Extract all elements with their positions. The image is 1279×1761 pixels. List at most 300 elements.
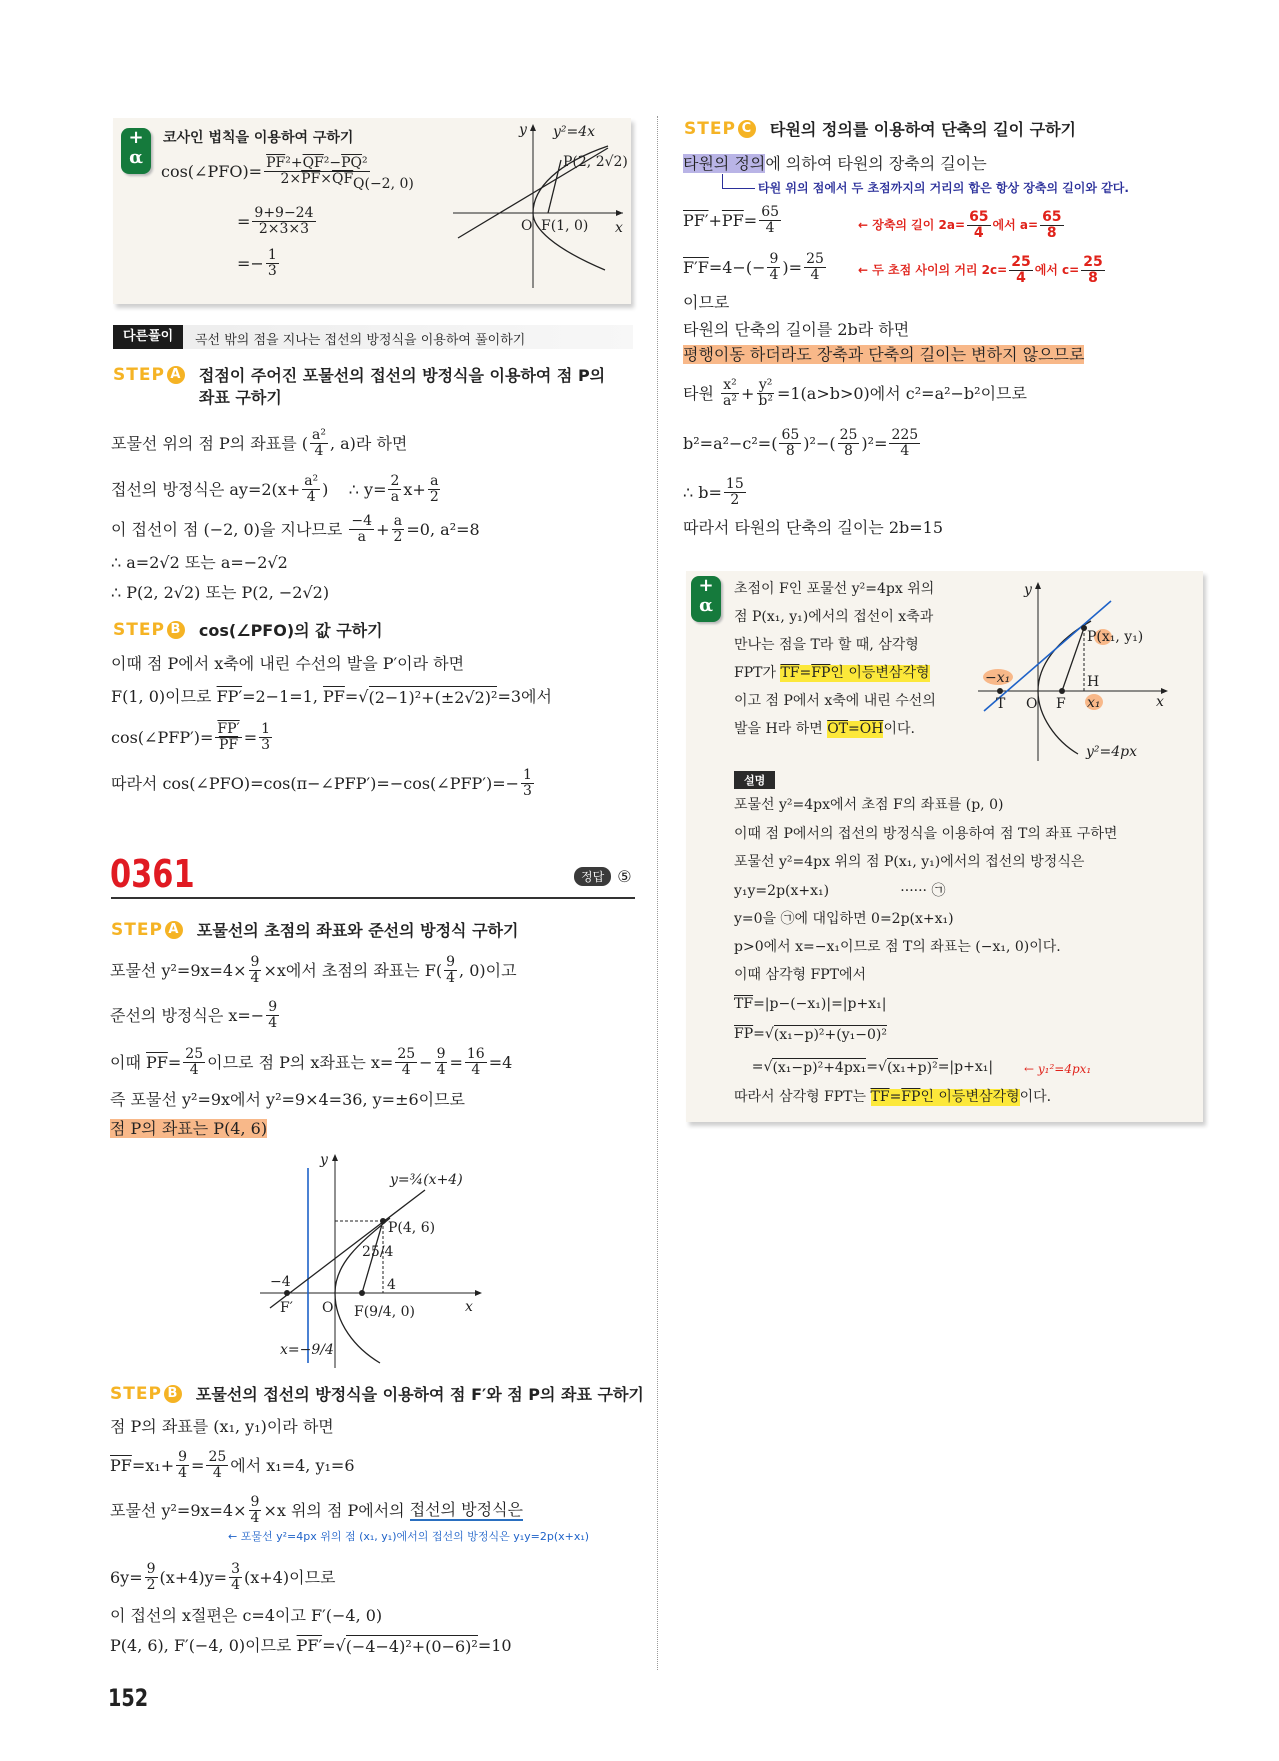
text-run: y=0을 ㉠에 대입하면 0=2p(x+x₁) <box>734 911 954 927</box>
numerator <box>759 205 781 221</box>
cosine-law-box <box>113 118 631 304</box>
denominator <box>356 530 368 545</box>
text-run: = <box>848 721 860 737</box>
math-line <box>110 1090 465 1109</box>
numerator <box>249 955 262 971</box>
text-run: 4 <box>436 1061 446 1078</box>
side-note: ← y₁²=4px₁ <box>1024 1062 1092 1076</box>
text-run: =4−(− <box>708 257 766 277</box>
t-label: T <box>996 696 1006 712</box>
numerator <box>206 1450 228 1466</box>
highlighted-text <box>871 1089 1020 1106</box>
text-run: 타원 <box>683 383 719 403</box>
text-run: 4 <box>810 266 820 283</box>
text-run: 9 <box>446 954 456 970</box>
text-run: 4 <box>900 442 910 459</box>
step-label: STEP <box>110 1384 162 1404</box>
math-line <box>110 1047 512 1077</box>
text-run: 초점이 F인 포물선 y²=4px 위의 <box>734 581 935 597</box>
text-run: ) ∴ y= <box>322 479 387 499</box>
x-axis-label: x <box>1156 694 1164 710</box>
explain-line <box>734 1089 1051 1106</box>
overline-segment: $\overline{OT}$ <box>827 721 849 737</box>
fraction <box>249 955 262 985</box>
fraction <box>444 955 457 985</box>
denominator <box>176 1466 189 1481</box>
x-axis-label: x <box>465 1299 473 1315</box>
fraction <box>756 378 775 408</box>
numerator <box>215 722 241 738</box>
text-run: b²=a²−c²=( <box>683 433 778 453</box>
denominator <box>188 1063 201 1078</box>
fraction <box>388 474 401 504</box>
ellipse-definition-note: 타원 위의 점에서 두 초점까지의 거리의 합은 항상 장축의 길이와 같다. <box>758 181 1129 195</box>
text-run: =10 <box>477 1636 512 1655</box>
text-run: 접선의 방정식은 ay=2(x+ <box>111 479 301 499</box>
text-run: 25 <box>839 427 858 443</box>
numerator <box>465 1047 487 1063</box>
fraction <box>967 210 990 240</box>
answer <box>574 867 632 886</box>
text-run: 2 <box>146 1576 156 1593</box>
step-title: 포물선의 초점의 좌표와 준선의 방정식 구하기 <box>196 921 519 940</box>
numerator <box>757 378 775 394</box>
text-run: 접선의 방정식은 <box>409 1499 523 1519</box>
numerator <box>521 768 534 784</box>
overline-segment: $\overline{PF}$ <box>721 210 744 230</box>
text-run: , a)라 하면 <box>329 433 408 453</box>
neg4-label: −4 <box>270 1274 291 1290</box>
text-run: 25 <box>1083 254 1103 270</box>
text-run: + <box>708 210 722 230</box>
text-run: 65 <box>761 204 780 220</box>
text-run: − <box>419 1052 433 1072</box>
text-run: a² <box>723 392 737 409</box>
text-run: 8 <box>1046 224 1057 241</box>
text-run: 이때 점 P에서 x축에 내린 수선의 발을 P′이라 하면 <box>111 654 465 673</box>
step-letter: B <box>167 621 185 639</box>
text-run: 따라서 cos(∠PFO)=cos(π−∠PFP′)=−cos(∠PFP′)=− <box>111 773 520 793</box>
denominator <box>756 394 775 409</box>
text-run: =√ <box>866 1059 887 1075</box>
fraction <box>183 1047 205 1077</box>
denominator <box>444 971 457 986</box>
explain-line <box>734 1025 887 1044</box>
text-run: =1(a>b>0)에서 c²=a²−b²이므로 <box>776 383 1027 403</box>
denominator <box>400 1063 413 1078</box>
text-run: 에 의하여 타원의 장축의 길이는 <box>765 154 987 173</box>
math-line <box>683 293 729 312</box>
fraction <box>252 206 315 236</box>
fraction <box>395 1047 417 1077</box>
denominator <box>229 1578 242 1593</box>
text-run: 4 <box>471 1061 481 1078</box>
problem-number: 0361 <box>110 852 195 896</box>
text-run: 4 <box>250 1509 260 1526</box>
overline-segment: FP′ <box>216 687 243 706</box>
overline-segment: F′F <box>683 257 709 277</box>
explain-line <box>734 883 945 900</box>
fraction <box>266 1000 279 1030</box>
text-run: ← 장축의 길이 2a= <box>858 217 966 232</box>
text-run: 25 <box>208 1449 227 1465</box>
fraction <box>721 378 739 408</box>
text-run: =2−1=1, <box>242 687 324 706</box>
text-run: (x+4)y= <box>159 1567 228 1587</box>
plus-alpha-icon: + α <box>691 576 721 622</box>
focal-distance-note <box>858 255 1107 285</box>
sqrt-radicand <box>774 1025 887 1044</box>
step-label: STEP <box>684 119 736 139</box>
numerator <box>349 514 374 530</box>
math-line <box>111 583 329 602</box>
text-run: , 0)이고 <box>459 960 517 980</box>
explain-line <box>734 996 886 1013</box>
text-run: (−4−4)²+(0−6)² <box>345 1637 478 1656</box>
text-run: 평행이동 하더라도 장축과 단축의 길이는 변하지 않으므로 <box>683 345 1085 364</box>
text-run: ×x 위의 점 P에서의 <box>263 1500 410 1520</box>
math-line <box>110 1417 334 1436</box>
numerator <box>310 428 328 444</box>
text-run: 이므로 점 P의 x좌표는 x= <box>207 1052 394 1072</box>
p-label: P(x₁, y₁) <box>1087 629 1144 645</box>
text-run: =|p+x₁| <box>937 1059 994 1075</box>
numerator <box>266 1000 279 1016</box>
highlighted-text <box>780 665 929 682</box>
fraction <box>349 514 374 544</box>
denominator <box>721 394 739 409</box>
text-run: 1 <box>267 247 277 263</box>
text-run: ∴ b= <box>683 482 722 502</box>
fraction <box>310 428 328 458</box>
p-label: P(2, 2√2) <box>563 154 628 170</box>
numerator <box>392 514 404 530</box>
explain-line <box>734 967 866 984</box>
highlighted-text <box>827 721 883 738</box>
x-axis-label: x <box>615 220 623 236</box>
answer-value: ⑤ <box>617 867 632 886</box>
y-axis-label: y <box>519 122 527 138</box>
text-run: 9 <box>250 954 260 970</box>
text-run: = <box>799 665 812 681</box>
answer-badge: 정답 <box>574 867 611 886</box>
text-run: (x₁−p)²+(y₁−0)² <box>773 1027 887 1043</box>
step-title: 타원의 정의를 이용하여 단축의 길이 구하기 <box>769 120 1076 139</box>
math-line <box>237 206 318 236</box>
fraction <box>266 248 279 278</box>
text-run: 4 <box>189 1061 199 1078</box>
step-letter: B <box>164 1385 182 1403</box>
text-run: 8 <box>1088 269 1098 286</box>
math-line <box>110 1119 267 1138</box>
math-line <box>111 686 552 707</box>
text-run: 이때 <box>110 1052 146 1072</box>
text-run: 9 <box>250 1494 260 1510</box>
text-run: 이고 점 P에서 x축에 내린 수선의 <box>734 693 936 709</box>
curve-label: y²=4x <box>553 124 596 140</box>
sqrt-radicand <box>346 1635 478 1656</box>
text-run: (x₁+p)² <box>886 1060 938 1076</box>
numerator <box>779 428 801 444</box>
fraction <box>724 477 746 507</box>
numerator <box>264 156 370 172</box>
text-run: 이다. <box>1019 1089 1052 1105</box>
explain-line <box>734 911 954 928</box>
text-run: 만나는 점을 T라 할 때, 삼각형 <box>734 637 919 653</box>
text-run: a² <box>312 427 326 443</box>
text-run: 발을 H라 하면 <box>734 721 828 737</box>
fraction <box>428 474 441 504</box>
numerator <box>395 1047 417 1063</box>
step-letter: A <box>165 921 183 939</box>
overline-segment: $\overline{PF}$ <box>301 170 321 187</box>
text-run: 9 <box>178 1449 188 1465</box>
text-run: (x+4)이므로 <box>244 1567 336 1587</box>
numerator <box>721 378 739 394</box>
f-label: F(1, 0) <box>541 218 589 234</box>
alt-step-b-heading <box>113 620 383 642</box>
numerator <box>967 210 990 226</box>
text-run: =3에서 <box>497 687 552 706</box>
parabola-tangent-graph <box>250 1148 510 1373</box>
overline-segment: $\overline{TF}$ <box>734 996 754 1012</box>
numerator <box>724 477 746 493</box>
text-run: 2 <box>730 491 740 508</box>
text-run: 인 이등변삼각형 <box>830 665 930 681</box>
text-run: 이때 점 P에서의 접선의 방정식을 이용하여 점 T의 좌표 구하면 <box>734 826 1118 842</box>
fraction <box>215 722 241 752</box>
denominator <box>389 490 401 505</box>
explain-line <box>734 854 1084 871</box>
fraction <box>206 1450 228 1480</box>
text-run: 3 <box>231 1561 241 1577</box>
text-run: 따라서 삼각형 FPT는 <box>734 1089 871 1105</box>
fraction <box>1081 255 1104 285</box>
overline-segment: $\overline{FP}$ <box>901 1089 921 1105</box>
numerator <box>302 474 320 490</box>
step-label: STEP <box>113 365 165 385</box>
segment-fp <box>1062 628 1084 691</box>
denominator <box>211 1466 224 1481</box>
denominator <box>435 1063 448 1078</box>
math-line <box>237 248 281 278</box>
overline-segment: $\overline{PQ}$ <box>341 155 363 171</box>
denominator <box>898 444 911 459</box>
text-run: 1 <box>261 721 271 737</box>
overline-segment: $\overline{OH}$ <box>859 721 884 737</box>
math-line <box>110 1562 335 1592</box>
text-run: p>0에서 x=−x₁이므로 점 T의 좌표는 (−x₁, 0)이다. <box>734 939 1061 955</box>
math-line <box>110 1606 382 1625</box>
h-label: H <box>1087 674 1100 690</box>
text-run: 포물선 위의 점 P의 좌표를 ( <box>111 433 308 453</box>
math-line <box>683 518 943 537</box>
denominator <box>217 738 240 753</box>
text-run: 3 <box>267 262 277 279</box>
fraction <box>1040 210 1063 240</box>
text-run: 포물선 y²=9x=4× <box>110 960 247 980</box>
text-run: 포물선 y²=4px 위의 점 P(x₁, y₁)에서의 접선의 방정식은 <box>734 854 1085 870</box>
numerator <box>1009 255 1032 271</box>
fraction <box>465 1047 487 1077</box>
numerator <box>428 474 440 490</box>
text-run: 9+9−24 <box>254 205 314 221</box>
numerator <box>1081 255 1104 271</box>
numerator <box>767 252 780 268</box>
arrow-icon <box>722 174 755 189</box>
line-label: y=¾(x+4) <box>390 1172 463 1188</box>
numerator <box>249 1495 262 1511</box>
step-letter: A <box>167 366 185 384</box>
numerator <box>145 1562 158 1578</box>
text-run: 4 <box>268 1014 278 1031</box>
math-line <box>110 1450 355 1480</box>
text-run: 이 접선이 점 (−2, 0)을 지나므로 <box>111 519 348 539</box>
alt-solution-title: 곡선 밖의 점을 지나는 접선의 방정식을 이용하여 풀이하기 <box>195 333 526 348</box>
text-run: a² <box>304 473 319 489</box>
text-run: 타원의 단축의 길이를 2b라 하면 <box>683 320 910 339</box>
text-run: ← 두 초점 사이의 거리 2c= <box>858 262 1008 277</box>
numerator <box>266 248 279 264</box>
text-run: 포물선 y²=9x=4× <box>110 1500 247 1520</box>
fprime-label: F′ <box>280 1300 293 1316</box>
text-run: 65 <box>1042 209 1062 225</box>
pos4-label: 4 <box>387 1277 396 1293</box>
denominator <box>521 784 534 799</box>
overline-segment: $\overline{TF}$ <box>780 665 800 681</box>
text-run: 9 <box>436 1046 446 1062</box>
pf-label: 25/4 <box>362 1244 394 1260</box>
text-run: 점 P(x₁, y₁)에서의 접선이 x축과 <box>734 609 934 625</box>
fraction <box>249 1495 262 1525</box>
overline-segment: PF <box>218 736 239 753</box>
highlighted-text <box>683 345 1084 364</box>
tip-line <box>734 665 930 682</box>
text-run: 25 <box>806 251 824 267</box>
overline-segment: $\overline{PF}$ <box>110 1455 132 1475</box>
parabola-graph <box>353 118 628 298</box>
fraction <box>176 1450 189 1480</box>
text-run: + <box>376 519 390 539</box>
text-run: ×x에서 초점의 좌표는 F( <box>263 960 443 980</box>
p-label: P(4, 6) <box>388 1220 436 1236</box>
math-line <box>111 474 443 504</box>
denominator <box>767 268 780 283</box>
text-run: 에서 x₁=4, y₁=6 <box>230 1455 355 1475</box>
overline-segment: $\overline{QF}$ <box>332 170 354 187</box>
fraction <box>302 474 320 504</box>
text-run: 3 <box>261 736 271 753</box>
denominator <box>469 1063 482 1078</box>
math-line <box>683 477 748 507</box>
text-run: =√ <box>322 1636 346 1655</box>
text-run: 즉 포물선 y²=9x에서 y²=9×4=36, y=±6이므로 <box>110 1090 466 1109</box>
text-run: 4 <box>231 1576 241 1593</box>
text-run: 1 <box>523 767 532 783</box>
x1-label: x₁ <box>1087 695 1101 711</box>
text-run: = <box>167 1052 182 1072</box>
text-run: 이때 삼각형 FPT에서 <box>734 967 867 983</box>
math-line <box>683 154 987 173</box>
math-line <box>110 1000 281 1030</box>
numerator <box>229 1562 242 1578</box>
overline-segment: PF′ <box>683 210 709 230</box>
highlighted-text <box>683 154 765 173</box>
text-run: = <box>889 1089 902 1105</box>
overline-segment: PF′ <box>296 1636 323 1655</box>
f-label: F <box>1056 696 1066 712</box>
denominator <box>1014 271 1028 286</box>
segment-pf <box>548 160 561 213</box>
text-run: + <box>740 383 755 403</box>
denominator <box>1086 271 1100 286</box>
text-run: 65 <box>781 427 800 443</box>
explain-line <box>734 1058 993 1077</box>
directrix-label: x=−9/4 <box>280 1342 334 1358</box>
fraction <box>229 1562 242 1592</box>
text-run: 4 <box>446 969 456 986</box>
math-line <box>161 156 372 186</box>
sqrt-radicand <box>887 1058 938 1077</box>
tangent-triangle-graph <box>976 576 1176 766</box>
text-run: cos(∠PFO)= <box>161 161 263 181</box>
tip-line <box>734 721 915 738</box>
overline-segment: $\overline{FP}$ <box>811 665 831 681</box>
text-run: FPT가 <box>734 665 781 681</box>
text-run: 4 <box>306 488 316 505</box>
text-run: )²= <box>861 433 888 453</box>
denominator <box>249 1511 262 1526</box>
text-run: 2 <box>429 488 439 505</box>
negx1-label: −x₁ <box>985 670 1011 686</box>
fraction <box>804 252 826 282</box>
y-axis-label: y <box>320 1152 328 1168</box>
text-run: 9 <box>268 999 278 1015</box>
fraction <box>435 1047 448 1077</box>
step-b-heading <box>110 1384 644 1406</box>
text-run: )= <box>782 257 803 277</box>
alt-solution-badge: 다른풀이 <box>113 325 183 349</box>
text-run: 따라서 타원의 단축의 길이는 2b=15 <box>683 518 944 537</box>
text-run: 이다. <box>883 721 915 737</box>
text-run: ²+ <box>285 155 303 171</box>
sqrt-radicand <box>369 686 498 707</box>
overline-segment: $\overline{FP}$ <box>734 1026 754 1042</box>
denominator <box>764 221 777 236</box>
overline-segment: $\overline{PF}$ <box>323 687 345 706</box>
text-run: y₁y=2p(x+x₁) ······ ㉠ <box>734 883 946 899</box>
denominator <box>266 1016 279 1031</box>
fraction <box>838 428 860 458</box>
math-line <box>683 252 828 282</box>
text-run: a <box>357 528 366 545</box>
overline-segment: $\overline{PF}$ <box>266 155 286 171</box>
text-run: 16 <box>466 1046 485 1062</box>
text-run: )²−( <box>803 433 836 453</box>
fraction <box>145 1562 158 1592</box>
tangent-formula-note: ← 포물선 y²=4px 위의 점 (x₁, y₁)에서의 접선의 방정식은 y₁y=2p(x+x₁) <box>228 1530 590 1543</box>
text-run: 65 <box>969 209 989 225</box>
text-run: = <box>243 727 258 747</box>
numerator <box>259 722 272 738</box>
alt-step-a-heading <box>113 365 633 410</box>
text-run: 2 <box>393 528 403 545</box>
text-run: 8 <box>844 442 853 459</box>
tip-line <box>734 609 933 626</box>
text-run: a <box>390 488 400 505</box>
numerator <box>444 955 457 971</box>
step-a-heading <box>111 920 518 942</box>
